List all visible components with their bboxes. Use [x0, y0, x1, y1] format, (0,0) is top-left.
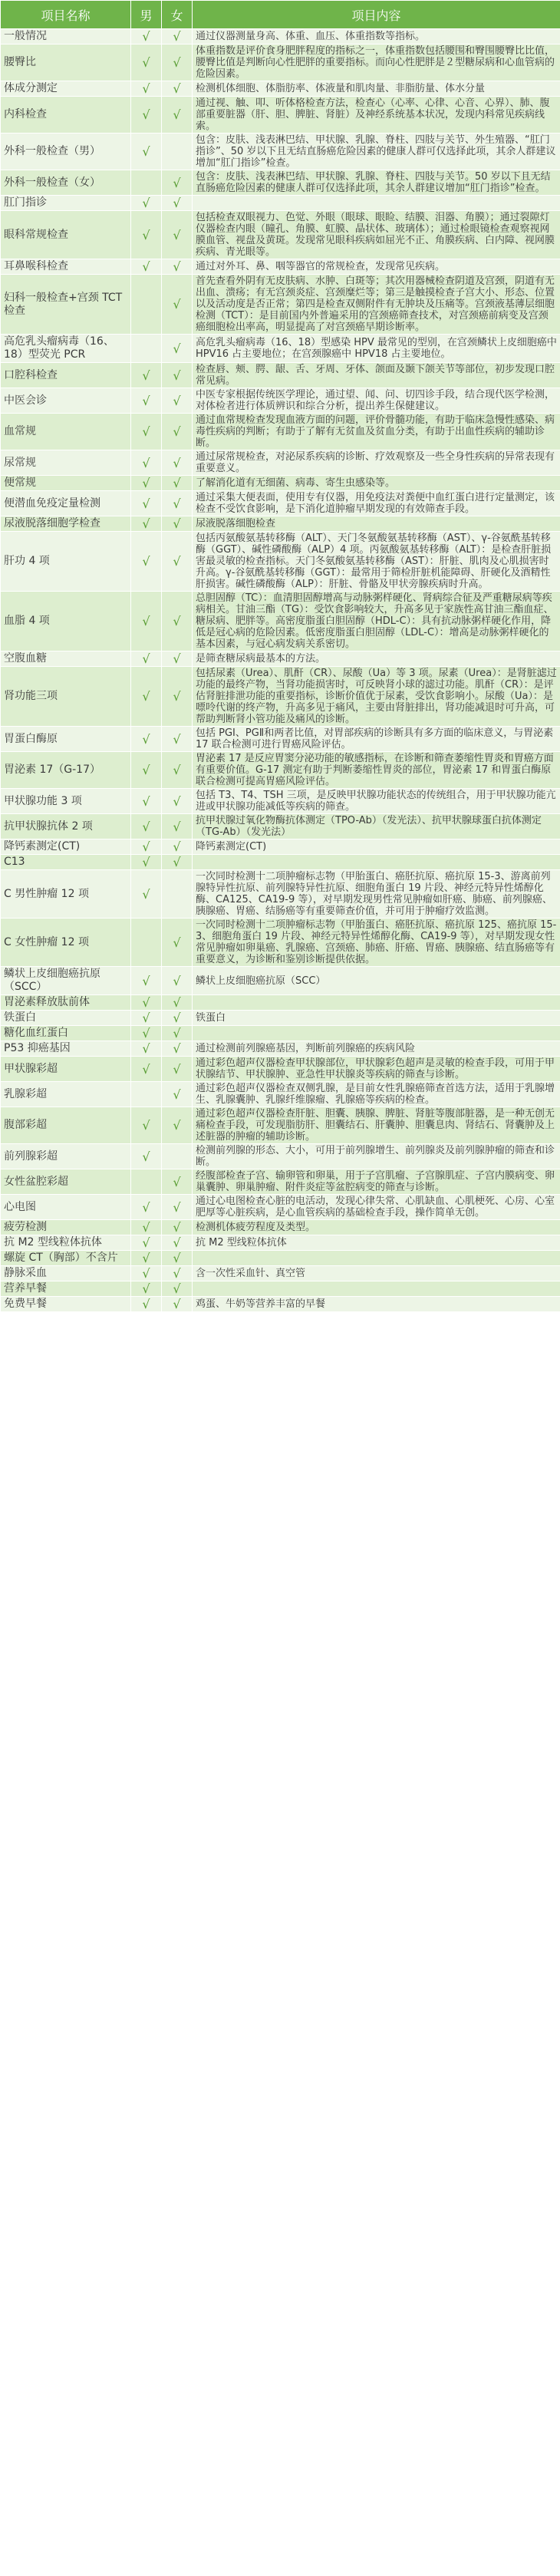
table-row	[1, 967, 560, 995]
item-content-cell: 含一次性采血针、真空管	[193, 1266, 560, 1281]
item-name-cell: C13	[1, 855, 131, 870]
table-row	[1, 29, 560, 45]
female-check-cell: √	[162, 491, 193, 516]
table-row	[1, 1251, 560, 1266]
table-row	[1, 839, 560, 855]
item-content-cell: 总胆固醇（TC）：血清胆固醇增高与动脉粥样硬化、肾病综合征及严重糖尿病等疾病相关。甘油三酯（TG）：受饮食影响较大，升高多见于家族性高甘油三酯血症、糖尿病、肥胖等。高密度脂蛋白胆固醇（HDL-C）：具有抗动脉粥样硬化作用，降低是冠心病的危险因素。低密度脂蛋白胆固醇（LDL-C）：增高是动脉粥样硬化的基本因素，与冠心病发病关系密切。	[193, 592, 560, 651]
item-name-cell: 血脂 4 项	[1, 592, 131, 651]
table-row	[1, 196, 560, 211]
table-row	[1, 134, 560, 170]
item-content-cell: 通过心电图检查心脏的电活动，发现心律失常、心肌缺血、心肌梗死、心房、心室肥厚等心脏疾病，是心血管疾病的基础检查手段，操作简单无创。	[193, 1195, 560, 1220]
female-check-cell: √	[162, 29, 193, 45]
male-check-cell: √	[131, 1281, 162, 1297]
item-name-cell: 疲劳检测	[1, 1220, 131, 1235]
male-check-cell: √	[131, 1107, 162, 1144]
female-check-cell	[162, 134, 193, 170]
item-content-cell: 胃泌素 17 是反应胃窦分泌功能的敏感指标，在诊断和筛查萎缩性胃炎和胃癌方面有重要价值。G-17 测定有助于判断萎缩性胃炎的部位，胃泌素 17 和胃蛋白酶原联合检测可提高胃癌风险评估。	[193, 752, 560, 789]
male-check-cell: √	[131, 516, 162, 532]
female-check-cell: √	[162, 97, 193, 134]
male-check-cell: √	[131, 839, 162, 855]
item-name-cell: 高危乳头瘤病毒（16、18）型荧光 PCR	[1, 335, 131, 363]
item-name-cell: 抗甲状腺抗体 2 项	[1, 814, 131, 839]
item-name-cell: 尿液脱落细胞学检查	[1, 516, 131, 532]
item-content-cell: 检测机体细胞、体脂肪率、体液量和肌肉量、非脂肪量、体水分量	[193, 81, 560, 97]
item-content-cell: 一次同时检测十二项肿瘤标志物（甲胎蛋白、癌胚抗原、癌抗原 15-3、游离前列腺特异性抗原、前列腺特异性抗原、细胞角蛋白 19 片段、神经元特异性烯醇化酶、CA125、CA19-9 等），对早期发现男性常见肿瘤如肝癌、肺癌、前列腺癌、胰腺癌、胃癌、结肠癌等有重要筛查价值，并可用于肿瘤疗效监测。	[193, 870, 560, 919]
item-content-cell: 通过尿常规检查，对泌尿系疾病的诊断、疗效观察及一些全身性疾病的异常表现有重要意义。	[193, 450, 560, 476]
male-check-cell: √	[131, 1266, 162, 1281]
item-name-cell: 甲状腺功能 3 项	[1, 789, 131, 814]
table-row	[1, 1281, 560, 1297]
item-content-cell	[193, 855, 560, 870]
item-content-cell: 包括 T3、T4、TSH 三项，是反映甲状腺功能状态的传统组合，用于甲状腺功能亢进或甲状腺功能减低等疾病的筛查。	[193, 789, 560, 814]
female-check-cell: √	[162, 81, 193, 97]
item-name-cell: 糖化血红蛋白	[1, 1026, 131, 1041]
item-content-cell: 经腹部检查子宫、输卵管和卵巢，用于子宫肌瘤、子宫腺肌症、子宫内膜病变、卵巢囊肿、卵巢肿瘤、附件炎症等盆腔病变的筛查与诊断。	[193, 1169, 560, 1195]
table-row	[1, 516, 560, 532]
table-row	[1, 1057, 560, 1082]
table-row	[1, 1297, 560, 1312]
male-check-cell: √	[131, 1297, 162, 1312]
male-check-cell: √	[131, 967, 162, 995]
item-name-cell: 外科一般检查（男）	[1, 134, 131, 170]
table-row	[1, 1026, 560, 1041]
male-check-cell: √	[131, 1011, 162, 1026]
male-check-cell: √	[131, 196, 162, 211]
male-check-cell	[131, 1082, 162, 1107]
item-name-cell: 甲状腺彩超	[1, 1057, 131, 1082]
item-content-cell: 包含：皮肤、浅表淋巴结、甲状腺、乳腺、脊柱、四肢与关节、外生殖器、“肛门指诊”、50 岁以下且无结直肠癌危险因素的健康人群可仅选择此项，其余人群建议增加“肛门指诊”检查。	[193, 134, 560, 170]
male-check-cell	[131, 335, 162, 363]
female-check-cell: √	[162, 363, 193, 388]
table-row	[1, 211, 560, 259]
item-content-cell: 通过检测前列腺癌基因，判断前列腺癌的疾病风险	[193, 1041, 560, 1057]
item-name-cell: C 女性肿瘤 12 项	[1, 919, 131, 967]
female-check-cell: √	[162, 1057, 193, 1082]
table-row	[1, 752, 560, 789]
male-check-cell: √	[131, 97, 162, 134]
male-check-cell: √	[131, 1251, 162, 1266]
female-check-cell: √	[162, 1041, 193, 1057]
male-check-cell: √	[131, 995, 162, 1011]
table-row	[1, 1082, 560, 1107]
table-header-row	[1, 1, 560, 29]
item-content-cell: 首先查看外阴有无皮肤病、水肿、白斑等；其次用器械检查阴道及宫颈，阴道有无出血、溃疡；有无宫颈炎症、宫颈糜烂等；第三是触摸检查子宫大小、形态、位置以及活动度是否正常；第四是检查双侧附件有无肿块及压痛等。宫颈液基薄层细胞检测（TCT）：是目前国内外普遍采用的宫颈癌筛查技术，对宫颈癌前病变及宫颈癌细胞检出率高，明显提高了对宫颈癌早期诊断率。	[193, 275, 560, 335]
female-check-cell: √	[162, 259, 193, 275]
male-check-cell: √	[131, 727, 162, 752]
item-content-cell: 包括 PGⅠ、PGⅡ和两者比值，对胃部疾病的诊断具有多方面的临床意义，与胃泌素 17 联合检测可进行胃癌风险评估。	[193, 727, 560, 752]
table-row	[1, 491, 560, 516]
table-row	[1, 651, 560, 667]
table-row	[1, 450, 560, 476]
item-content-cell: 一次同时检测十二项肿瘤标志物（甲胎蛋白、癌胚抗原、癌抗原 125、癌抗原 15-3、细胞角蛋白 19 片段、神经元特异性烯醇化酶、CA19-9 等），对早期发现女性常见肿瘤如卵巢癌、乳腺癌、宫颈癌、肺癌、肝癌、胃癌、胰腺癌、结直肠癌等有重要意义，为诊断和鉴别诊断提供依据。	[193, 919, 560, 967]
female-check-cell: √	[162, 1281, 193, 1297]
female-check-cell: √	[162, 1011, 193, 1026]
male-check-cell: √	[131, 45, 162, 81]
item-content-cell: 检测前列腺的形态、大小，可用于前列腺增生、前列腺炎及前列腺肿瘤的筛查和诊断。	[193, 1144, 560, 1169]
item-name-cell: 妇科一般检查+宫颈 TCT 检查	[1, 275, 131, 335]
male-check-cell: √	[131, 752, 162, 789]
male-check-cell: √	[131, 414, 162, 450]
item-content-cell	[193, 1026, 560, 1041]
female-check-cell: √	[162, 1266, 193, 1281]
item-name-cell: 眼科常规检查	[1, 211, 131, 259]
item-name-cell: C 男性肿瘤 12 项	[1, 870, 131, 919]
male-check-cell: √	[131, 134, 162, 170]
item-content-cell: 检查唇、颊、腭、龈、舌、牙周、牙体、颌面及颞下颌关节等部位，初步发现口腔常见病。	[193, 363, 560, 388]
female-check-cell: √	[162, 967, 193, 995]
female-check-cell: √	[162, 839, 193, 855]
table-row	[1, 814, 560, 839]
male-check-cell	[131, 919, 162, 967]
male-check-cell: √	[131, 259, 162, 275]
female-check-cell: √	[162, 335, 193, 363]
female-check-cell: √	[162, 727, 193, 752]
item-name-cell: 心电图	[1, 1195, 131, 1220]
male-check-cell	[131, 275, 162, 335]
item-name-cell: 肝功 4 项	[1, 532, 131, 592]
item-name-cell: 腹部彩超	[1, 1107, 131, 1144]
item-content-cell: 通过对外耳、鼻、咽等器官的常规检查，发现常见疾病。	[193, 259, 560, 275]
item-name-cell: 腰臀比	[1, 45, 131, 81]
item-content-cell: 鸡蛋、牛奶等营养丰富的早餐	[193, 1297, 560, 1312]
item-name-cell: 一般情况	[1, 29, 131, 45]
table-row	[1, 855, 560, 870]
item-content-cell: 包含：皮肤、浅表淋巴结、甲状腺、乳腺、脊柱、四肢与关节。50 岁以下且无结直肠癌危险因素的健康人群可仅选择此项，其余人群建议增加“肛门指诊”检查。	[193, 170, 560, 196]
table-row	[1, 363, 560, 388]
item-content-cell: 中医专家根据传统医学理论，通过望、闻、问、切四诊手段，结合现代医学检测，对体检者进行体质辨识和综合分析，提出养生保健建议。	[193, 388, 560, 414]
male-check-cell: √	[131, 532, 162, 592]
item-content-cell: 通过彩色超声仪器检查肝脏、胆囊、胰腺、脾脏、肾脏等腹部脏器，是一种无创无痛检查手段，可发现脂肪肝、胆囊结石、肝囊肿、胆囊息肉、肾结石、肾囊肿及上述脏器的肿瘤的辅助诊断。	[193, 1107, 560, 1144]
item-name-cell: 乳腺彩超	[1, 1082, 131, 1107]
item-content-cell: 通过彩色超声仪器检查双侧乳腺，是目前女性乳腺癌筛查首选方法，适用于乳腺增生、乳腺囊肿、乳腺纤维腺瘤、乳腺癌等疾病的检查。	[193, 1082, 560, 1107]
item-name-cell: 外科一般检查（女）	[1, 170, 131, 196]
item-name-cell: P53 抑癌基因	[1, 1041, 131, 1057]
male-check-cell: √	[131, 388, 162, 414]
male-check-cell: √	[131, 667, 162, 727]
table-row	[1, 1169, 560, 1195]
item-content-cell: 通过视、触、叩、听体格检查方法，检查心（心率、心律、心音、心界）、肺、腹部重要脏器（肝、胆、脾脏、肾脏）及神经系统基本状况，发现内科常见疾病线索。	[193, 97, 560, 134]
table-row	[1, 1041, 560, 1057]
male-check-cell: √	[131, 1026, 162, 1041]
male-check-cell: √	[131, 1041, 162, 1057]
item-name-cell: 血常规	[1, 414, 131, 450]
table-row	[1, 532, 560, 592]
male-check-cell	[131, 170, 162, 196]
item-name-cell: 鳞状上皮细胞癌抗原（SCC）	[1, 967, 131, 995]
item-content-cell: 尿液脱落细胞检查	[193, 516, 560, 532]
female-check-cell	[162, 1144, 193, 1169]
female-check-cell: √	[162, 592, 193, 651]
item-name-cell: 女性盆腔彩超	[1, 1169, 131, 1195]
item-content-cell: 包括检查双眼视力、色觉、外眼（眼球、眼睑、结膜、泪器、角膜）；通过裂隙灯仪器检查内眼（瞳孔、角膜、虹膜、晶状体、玻璃体）；通过检眼镜检查观察视网膜血管、视盘及黄斑。发现常见眼科疾病如屈光不正、角膜疾病、白内障、视网膜疾病、青光眼等。	[193, 211, 560, 259]
male-check-cell: √	[131, 491, 162, 516]
female-check-cell: √	[162, 1195, 193, 1220]
male-check-cell: √	[131, 789, 162, 814]
male-check-cell: √	[131, 29, 162, 45]
table-row	[1, 1235, 560, 1251]
item-name-cell: 胃蛋白酶原	[1, 727, 131, 752]
item-content-cell: 通过采集大便表面，使用专有仪器，用免疫法对粪便中血红蛋白进行定量测定，该检查不受饮食影响，是下消化道肿瘤早期发现的有效筛查手段。	[193, 491, 560, 516]
female-check-cell: √	[162, 1169, 193, 1195]
male-check-cell: √	[131, 592, 162, 651]
female-check-cell: √	[162, 855, 193, 870]
header-female: 女	[162, 1, 193, 29]
item-content-cell: 高危乳头瘤病毒（16、18）型感染 HPV 最常见的型别，在宫颈鳞状上皮细胞癌中 HPV16 占主要地位；在宫颈腺癌中 HPV18 占主要地位。	[193, 335, 560, 363]
male-check-cell: √	[131, 1144, 162, 1169]
male-check-cell: √	[131, 814, 162, 839]
male-check-cell: √	[131, 211, 162, 259]
table-row	[1, 170, 560, 196]
item-name-cell: 胃泌素释放肽前体	[1, 995, 131, 1011]
female-check-cell: √	[162, 196, 193, 211]
female-check-cell: √	[162, 1107, 193, 1144]
male-check-cell: √	[131, 1220, 162, 1235]
item-content-cell: 通过仪器测量身高、体重、血压、体重指数等指标。	[193, 29, 560, 45]
male-check-cell: √	[131, 651, 162, 667]
header-item-name: 项目名称	[1, 1, 131, 29]
item-name-cell: 耳鼻喉科检查	[1, 259, 131, 275]
female-check-cell: √	[162, 1220, 193, 1235]
table-row	[1, 870, 560, 919]
item-name-cell: 抗 M2 型线粒体抗体	[1, 1235, 131, 1251]
item-content-cell	[193, 1281, 560, 1297]
male-check-cell: √	[131, 81, 162, 97]
item-name-cell: 内科检查	[1, 97, 131, 134]
female-check-cell: √	[162, 1026, 193, 1041]
item-content-cell: 通过血常规检查发现血液方面的问题，评价骨髓功能，有助于临床急慢性感染、病毒性疾病的判断；有助于了解有无贫血及贫血分类，有助于出血性疾病的辅助诊断。	[193, 414, 560, 450]
item-content-cell: 鳞状上皮细胞癌抗原（SCC）	[193, 967, 560, 995]
male-check-cell: √	[131, 1195, 162, 1220]
item-name-cell: 静脉采血	[1, 1266, 131, 1281]
female-check-cell: √	[162, 814, 193, 839]
female-check-cell: √	[162, 476, 193, 491]
female-check-cell: √	[162, 275, 193, 335]
item-name-cell: 口腔科检查	[1, 363, 131, 388]
female-check-cell: √	[162, 388, 193, 414]
item-name-cell: 空腹血糖	[1, 651, 131, 667]
male-check-cell: √	[131, 363, 162, 388]
item-content-cell	[193, 995, 560, 1011]
item-name-cell: 铁蛋白	[1, 1011, 131, 1026]
item-name-cell: 降钙素测定(CT)	[1, 839, 131, 855]
female-check-cell: √	[162, 667, 193, 727]
male-check-cell: √	[131, 1057, 162, 1082]
table-row	[1, 1195, 560, 1220]
item-name-cell: 体成分测定	[1, 81, 131, 97]
table-row	[1, 667, 560, 727]
female-check-cell: √	[162, 1251, 193, 1266]
female-check-cell: √	[162, 651, 193, 667]
table-row	[1, 727, 560, 752]
female-check-cell: √	[162, 789, 193, 814]
item-content-cell	[193, 1251, 560, 1266]
item-name-cell: 前列腺彩超	[1, 1144, 131, 1169]
female-check-cell: √	[162, 516, 193, 532]
female-check-cell: √	[162, 45, 193, 81]
male-check-cell: √	[131, 1235, 162, 1251]
item-content-cell: 检测机体疲劳程度及类型。	[193, 1220, 560, 1235]
table-row	[1, 414, 560, 450]
item-name-cell: 胃泌素 17（G-17）	[1, 752, 131, 789]
table-row	[1, 259, 560, 275]
item-name-cell: 中医会诊	[1, 388, 131, 414]
table-row	[1, 97, 560, 134]
female-check-cell: √	[162, 995, 193, 1011]
table-row	[1, 476, 560, 491]
female-check-cell: √	[162, 919, 193, 967]
female-check-cell: √	[162, 450, 193, 476]
female-check-cell: √	[162, 1082, 193, 1107]
table-row	[1, 1107, 560, 1144]
header-male: 男	[131, 1, 162, 29]
item-name-cell: 便潜血免疫定量检测	[1, 491, 131, 516]
item-content-cell: 通过彩色超声仪器检查甲状腺部位，甲状腺彩色超声是灵敏的检查手段，可用于甲状腺结节、甲状腺肿、亚急性甲状腺炎等疾病的筛查与诊断。	[193, 1057, 560, 1082]
female-check-cell: √	[162, 170, 193, 196]
item-content-cell: 了解消化道有无细菌、病毒、寄生虫感染等。	[193, 476, 560, 491]
table-row	[1, 275, 560, 335]
item-content-cell: 包括丙氨酸氨基转移酶（ALT）、天门冬氨酸氨基转移酶（AST）、γ-谷氨酰基转移酶（GGT）、碱性磷酸酶（ALP）4 项。丙氨酸氨基转移酶（ALT）：是检查肝脏损害最灵敏的检查指标。天门冬氨酸氨基转移酶（AST）：肝脏、肌肉及心肌损害时升高。γ-谷氨酰基转移酶（GGT）：最常用于筛检肝脏机能障碍、肝硬化及酒精性肝损害。碱性磷酸酶（ALP）：肝脏、骨骼及甲状旁腺疾病时升高。	[193, 532, 560, 592]
table-row	[1, 1266, 560, 1281]
table-row	[1, 1011, 560, 1026]
item-name-cell: 免费早餐	[1, 1297, 131, 1312]
item-content-cell: 体重指数是评价食身肥胖程度的指标之一，体重指数包括腰围和臀围腰臀比比值，腰臀比值是判断向心性肥胖的重要指标。而向心性肥胖是２型糖尿病和心血管病的危险因素。	[193, 45, 560, 81]
item-content-cell	[193, 196, 560, 211]
female-check-cell: √	[162, 211, 193, 259]
male-check-cell: √	[131, 855, 162, 870]
female-check-cell: √	[162, 532, 193, 592]
item-name-cell: 肛门指诊	[1, 196, 131, 211]
table-row	[1, 789, 560, 814]
table-row	[1, 995, 560, 1011]
table-row	[1, 45, 560, 81]
item-name-cell: 肾功能三项	[1, 667, 131, 727]
male-check-cell: √	[131, 450, 162, 476]
female-check-cell: √	[162, 1297, 193, 1312]
header-item-content: 项目内容	[193, 1, 560, 29]
item-content-cell: 降钙素测定(CT)	[193, 839, 560, 855]
female-check-cell: √	[162, 1235, 193, 1251]
item-name-cell: 尿常规	[1, 450, 131, 476]
table-row	[1, 81, 560, 97]
table-row	[1, 592, 560, 651]
female-check-cell: √	[162, 414, 193, 450]
male-check-cell: √	[131, 870, 162, 919]
item-name-cell: 便常规	[1, 476, 131, 491]
item-content-cell: 是筛查糖尿病最基本的方法。	[193, 651, 560, 667]
table-row	[1, 1220, 560, 1235]
male-check-cell: √	[131, 476, 162, 491]
item-content-cell: 铁蛋白	[193, 1011, 560, 1026]
item-content-cell: 抗 M2 型线粒体抗体	[193, 1235, 560, 1251]
female-check-cell: √	[162, 752, 193, 789]
table-row	[1, 388, 560, 414]
item-name-cell: 营养早餐	[1, 1281, 131, 1297]
female-check-cell	[162, 870, 193, 919]
male-check-cell	[131, 1169, 162, 1195]
item-content-cell: 包括尿素（Urea）、肌酐（CR）、尿酸（Ua）等 3 项。尿素（Urea）：是肾脏滤过功能的最终产物，当肾功能损害时，可反映肾小球的滤过功能。肌酐（CR）：是评估肾脏排泄功能的重要指标，诊断价值优于尿素，受饮食影响小。尿酸（Ua）：是嘌呤代谢的终产物，升高多见于痛风，主要由肾脏排出，肾功能减退时可升高，可帮助判断肾小管功能及痛风的诊断。	[193, 667, 560, 727]
table-row	[1, 1144, 560, 1169]
table-row	[1, 335, 560, 363]
table-row	[1, 919, 560, 967]
item-content-cell: 抗甲状腺过氧化物酶抗体测定（TPO-Ab）（发光法）、抗甲状腺球蛋白抗体测定（TG-Ab）（发光法）	[193, 814, 560, 839]
item-name-cell: 螺旋 CT（胸部）不含片	[1, 1251, 131, 1266]
